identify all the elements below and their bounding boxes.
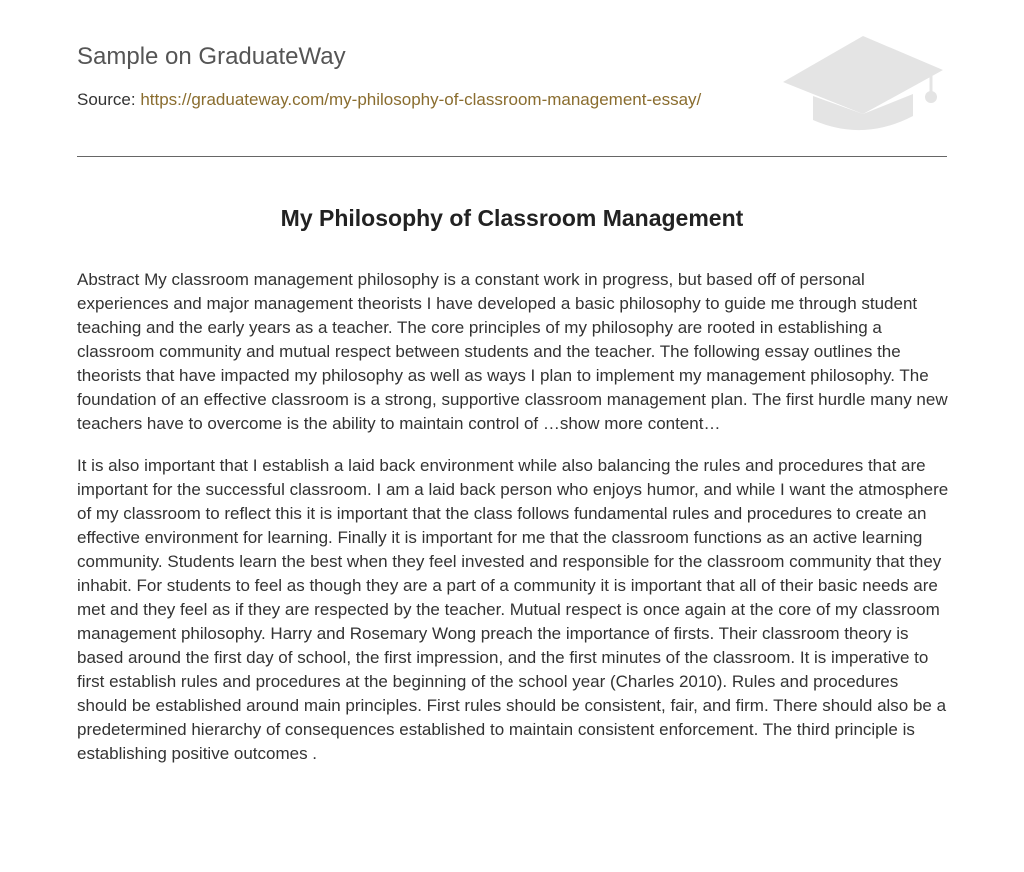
source-label: Source: bbox=[77, 90, 136, 109]
article-body bbox=[77, 268, 949, 784]
article-paragraph: It is also important that I establish a laid back environment while also balancing the rules and procedures that are important for the successful classroom. I am a laid back person who enjoys humor, and while I want the atmosphere of my classroom to reflect this it is important that the class follows fundamental rules and procedures to create an effective environment for learning. Finally it is important for me that the classroom functions as an active learning community. Students learn the best when they feel invested and responsible for the classroom community that they inhabit. For students to feel as though they are a part of a community it is important that all of their basic needs are met and they feel as if they are respected by the teacher. Mutual respect is once again at the core of my classroom management philosophy. Harry and Rosemary Wong preach the importance of firsts. Their classroom theory is based around the first day of school, the first impression, and the first minutes of the classroom. It is imperative to first establish rules and procedures at the beginning of the school year (Charles 2010). Rules and procedures should be established around main principles. First rules should be consistent, fair, and firm. There should also be a predetermined hierarchy of consequences established to maintain consistent enforcement. The third principle is establishing positive outcomes . bbox=[77, 456, 949, 763]
article-title: My Philosophy of Classroom Management bbox=[280, 205, 744, 231]
source-link[interactable]: https://graduateway.com/my-philosophy-of-classroom-management-essay/ bbox=[140, 90, 702, 109]
graduation-cap-icon bbox=[779, 32, 947, 132]
source-line bbox=[77, 90, 701, 110]
page-header bbox=[77, 40, 947, 157]
article-paragraph: Abstract My classroom management philosophy is a constant work in progress, but based off of personal experiences and major management theorists I have developed a basic philosophy to guide me through student teaching and the early years as a teacher. The core principles of my philosophy are rooted in establishing a classroom community and mutual respect between students and the teacher. The following essay outlines the theorists that have impacted my philosophy as well as ways I plan to implement my management philosophy. The foundation of an effective classroom is a strong, supportive classroom management plan. The first hurdle many new teachers have to overcome is the ability to maintain control of …show more content… bbox=[77, 270, 948, 433]
site-title: Sample on GraduateWay bbox=[77, 43, 346, 70]
